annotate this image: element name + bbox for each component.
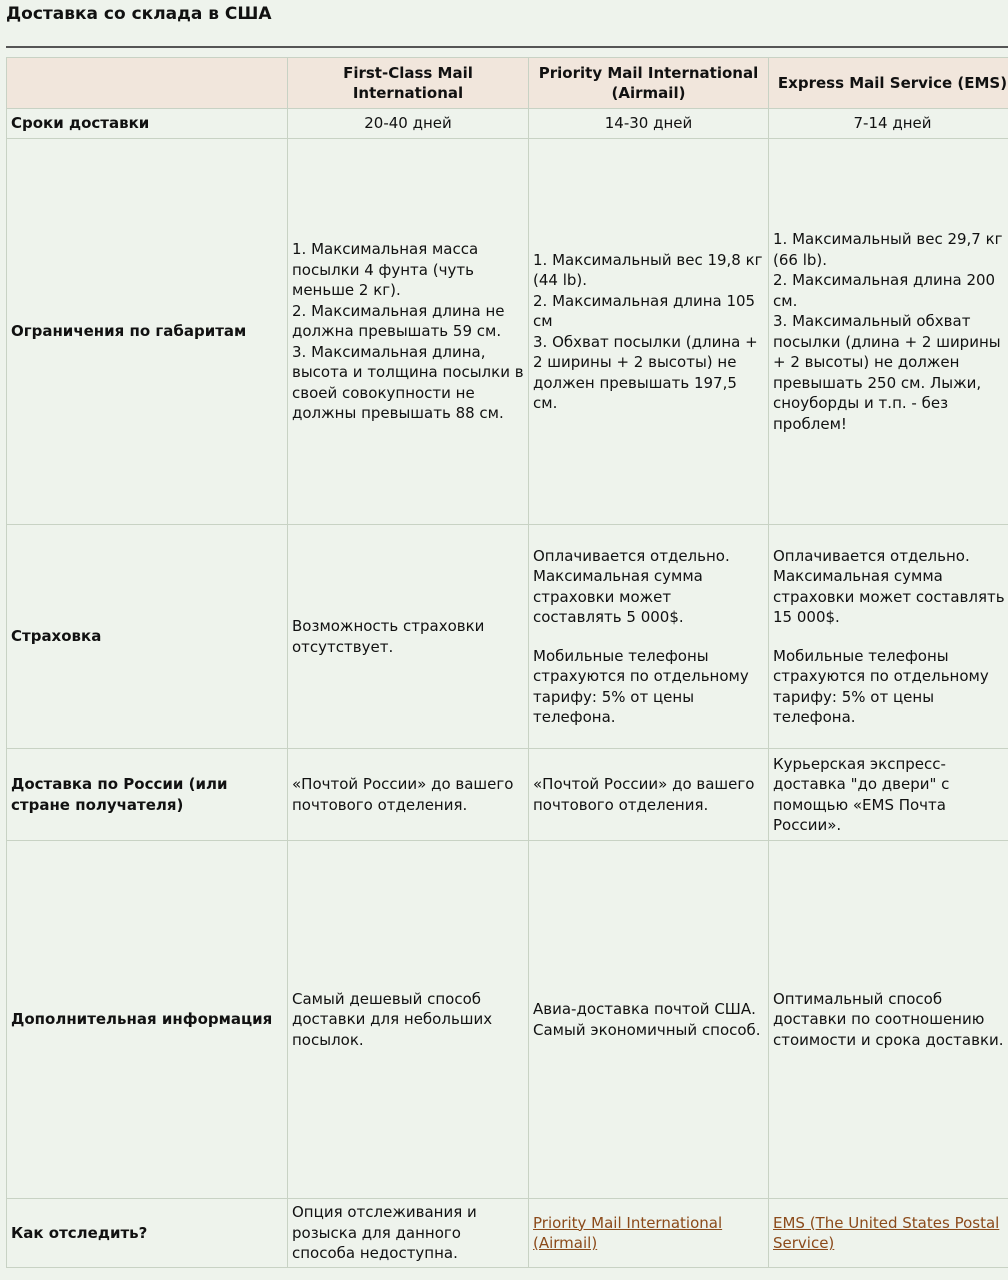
insurance-priority-p2: Мобильные телефоны страхуются по отдельному тарифу: 5% от цены телефона.: [533, 646, 749, 726]
additional-info-ems: Оптимальный способ доставки по соотношению стоимости и срока доставки.: [769, 841, 1008, 1199]
row-label-insurance: Страховка: [7, 525, 288, 749]
table-row: [7, 841, 1008, 1199]
table-row: [7, 109, 1008, 139]
title-divider: [6, 46, 1008, 48]
header-first-class: First-Class Mail International: [288, 58, 529, 109]
header-ems: Express Mail Service (EMS): [769, 58, 1008, 109]
tracking-ems-cell: [769, 1199, 1008, 1268]
table-row: [7, 525, 1008, 749]
size-limits-ems: 1. Максимальный вес 29,7 кг (66 lb). 2. Максимальная длина 200 см. 3. Максимальный обхват посылки (длина + 2 ширины + 2 высоты) не должен превышать 250 см. Лыжи, сноуборды и т.п. - без проблем!: [769, 139, 1008, 525]
header-priority: Priority Mail International (Airmail): [529, 58, 769, 109]
paragraph-gap: [533, 628, 764, 646]
insurance-first-class: Возможность страховки отсутствует.: [288, 525, 529, 749]
insurance-ems-p1: Оплачивается отдельно. Максимальная сумма страховки может составлять 15 000$.: [773, 546, 1005, 626]
table-row: [7, 139, 1008, 525]
row-label-domestic-delivery: Доставка по России (или стране получателя): [7, 749, 288, 841]
row-label-size-limits: Ограничения по габаритам: [7, 139, 288, 525]
domestic-delivery-first-class: «Почтой России» до вашего почтового отделения.: [288, 749, 529, 841]
domestic-delivery-priority: «Почтой России» до вашего почтового отделения.: [529, 749, 769, 841]
row-label-additional-info: Дополнительная информация: [7, 841, 288, 1199]
table-row: [7, 1199, 1008, 1268]
row-label-delivery-time: Сроки доставки: [7, 109, 288, 139]
insurance-ems-p2: Мобильные телефоны страхуются по отдельному тарифу: 5% от цены телефона.: [773, 646, 989, 726]
delivery-time-priority: 14-30 дней: [529, 109, 769, 139]
header-row: [7, 58, 1008, 109]
insurance-ems: [769, 525, 1008, 749]
tracking-priority-link[interactable]: Priority Mail International (Airmail): [533, 1213, 723, 1252]
shipping-comparison-table: [6, 57, 1008, 1268]
additional-info-first-class: Самый дешевый способ доставки для небольших посылок.: [288, 841, 529, 1199]
page-title: Доставка со склада в США: [6, 4, 272, 24]
row-label-tracking: Как отследить?: [7, 1199, 288, 1268]
size-limits-first-class: 1. Максимальная масса посылки 4 фунта (чуть меньше 2 кг). 2. Максимальная длина не должна превышать 59 см. 3. Максимальная длина, высота и толщина посылки в своей совокупности не должны превышать 88 см.: [288, 139, 529, 525]
domestic-delivery-ems: Курьерская экспресс-доставка "до двери" с помощью «EMS Почта России».: [769, 749, 1008, 841]
size-limits-priority: 1. Максимальный вес 19,8 кг (44 lb). 2. Максимальная длина 105 см 3. Обхват посылки (длина + 2 ширины + 2 высоты) не должен превышать 197,5 см.: [529, 139, 769, 525]
additional-info-priority: Авиа-доставка почтой США. Самый экономичный способ.: [529, 841, 769, 1199]
insurance-priority-p1: Оплачивается отдельно. Максимальная сумма страховки может составлять 5 000$.: [533, 546, 730, 626]
insurance-priority: [529, 525, 769, 749]
tracking-priority-cell: [529, 1199, 769, 1268]
delivery-time-ems: 7-14 дней: [769, 109, 1008, 139]
paragraph-gap: [773, 628, 1008, 646]
delivery-time-first-class: 20-40 дней: [288, 109, 529, 139]
tracking-first-class: Опция отслеживания и розыска для данного способа недоступна.: [288, 1199, 529, 1268]
table-row: [7, 749, 1008, 841]
header-empty-cell: [7, 58, 288, 109]
tracking-ems-link[interactable]: EMS (The United States Postal Service): [773, 1213, 1000, 1252]
